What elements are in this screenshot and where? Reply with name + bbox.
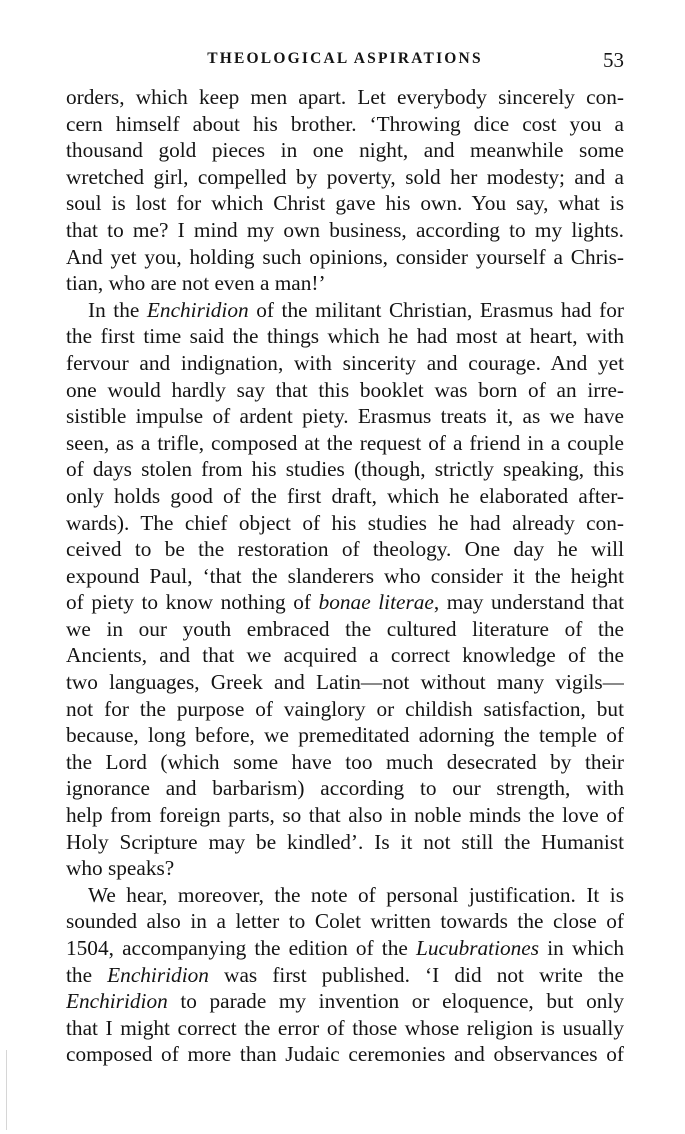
running-head <box>66 48 624 72</box>
italic-text: Lucubrationes <box>416 936 540 960</box>
text-segment: one would hardly say that this booklet was born of an irre- <box>66 377 624 402</box>
text-segment: thousand gold pieces in one night, and meanwhile some <box>66 138 624 163</box>
text-segment: composed of more than Judaic ceremonies and observances of <box>66 1042 624 1067</box>
text-segment: We hear, moreover, the note of personal justification. It is <box>88 882 624 907</box>
text-line <box>66 84 624 111</box>
text-line <box>66 882 624 909</box>
text-line <box>66 403 624 430</box>
text-segment: wretched girl, compelled by poverty, sold her modesty; and a <box>66 164 624 189</box>
text-line <box>66 669 624 696</box>
text-line <box>66 1015 624 1042</box>
text-segment: ignorance and barbarism) according to our strength, with <box>66 776 624 801</box>
text-segment: tian, who are not even a man!’ <box>66 271 326 296</box>
italic-text: Enchiridion <box>146 297 249 322</box>
text-segment: because, long before, we premeditated adorning the temple of <box>66 723 624 748</box>
text-segment: to parade my invention or eloquence, but only <box>167 989 624 1014</box>
text-segment: Ancients, and that we acquired a correct knowledge of the <box>66 643 624 668</box>
text-line <box>66 589 624 616</box>
text-line <box>66 111 624 138</box>
text-segment: fervour and indignation, with sincerity and courage. And yet <box>66 350 624 375</box>
text-line <box>66 962 624 989</box>
italic-text: bonae literae <box>318 590 434 615</box>
text-line <box>66 270 624 297</box>
text-line <box>66 190 624 217</box>
text-line <box>66 829 624 856</box>
text-line <box>66 297 624 324</box>
text-line <box>66 908 624 935</box>
text-line <box>66 802 624 829</box>
text-line <box>66 350 624 377</box>
text-line <box>66 696 624 723</box>
running-title: THEOLOGICAL ASPIRATIONS <box>207 50 483 67</box>
text-segment: soul is lost for which Christ gave his own. You say, what is <box>66 191 624 216</box>
text-segment: of the militant Christian, Erasmus had for <box>248 297 624 322</box>
text-line <box>66 377 624 404</box>
text-segment: In the <box>88 297 147 322</box>
text-segment: , may understand that <box>433 590 624 615</box>
text-segment: expound Paul, ‘that the slanderers who consider it the height <box>66 563 624 588</box>
text-segment: And yet you, holding such opinions, consider yourself a Chris- <box>66 244 624 269</box>
text-segment: of piety to know nothing of <box>66 590 319 615</box>
text-segment: the first time said the things which he had most at heart, with <box>66 324 624 349</box>
text-segment: ceived to be the restoration of theology. One day he will <box>66 537 624 562</box>
text-line <box>66 217 624 244</box>
text-segment: seen, as a trifle, composed at the request of a friend in a couple <box>66 430 624 455</box>
text-segment: 1504, accompanying the edition of the <box>66 936 416 960</box>
text-segment: we in our youth embraced the cultured literature of the <box>66 616 624 641</box>
text-segment: Holy Scripture may be kindled’. Is it not still the Humanist <box>66 829 624 854</box>
text-line <box>66 775 624 802</box>
text-line <box>66 616 624 643</box>
text-segment: wards). The chief object of his studies he had already con- <box>66 510 624 535</box>
gutter-rule <box>6 1050 7 1130</box>
text-segment: not for the purpose of vainglory or childish satisfaction, but <box>66 696 624 721</box>
text-segment: sounded also in a letter to Colet written towards the close of <box>66 909 624 934</box>
text-line <box>66 722 624 749</box>
text-segment: that to me? I mind my own business, according to my lights. <box>66 217 624 242</box>
text-line <box>66 164 624 191</box>
text-segment: orders, which keep men apart. Let everybody sincerely con- <box>66 85 624 109</box>
text-line <box>66 137 624 164</box>
italic-text: Enchiridion <box>107 962 209 987</box>
text-segment: cern himself about his brother. ‘Throwing dice cost you a <box>66 111 624 136</box>
text-line <box>66 855 624 882</box>
text-line <box>66 563 624 590</box>
page-number: 53 <box>603 48 624 72</box>
text-line <box>66 1041 624 1068</box>
text-segment: sistible impulse of ardent piety. Erasmus treats it, as we have <box>66 404 624 429</box>
text-segment: was first published. ‘I did not write the <box>208 962 624 987</box>
italic-text: Enchiridion <box>66 989 168 1014</box>
text-line <box>66 323 624 350</box>
text-line <box>66 749 624 776</box>
text-segment: two languages, Greek and Latin—not without many vigils— <box>66 670 624 695</box>
text-segment: of days stolen from his studies (though, strictly speaking, this <box>66 457 624 482</box>
text-segment: that I might correct the error of those whose religion is usually <box>66 1015 624 1040</box>
text-line <box>66 988 624 1015</box>
text-line <box>66 510 624 537</box>
text-segment: the <box>66 962 108 987</box>
text-line <box>66 244 624 271</box>
text-segment: in which <box>539 936 624 960</box>
text-segment: only holds good of the first draft, which he elaborated after- <box>66 483 624 508</box>
text-line <box>66 642 624 669</box>
text-line <box>66 483 624 510</box>
text-segment: who speaks? <box>66 856 175 881</box>
text-line <box>66 935 624 962</box>
text-line <box>66 456 624 483</box>
text-line <box>66 536 624 563</box>
body-text <box>66 84 624 1068</box>
text-segment: help from foreign parts, so that also in noble minds the love of <box>66 803 624 828</box>
text-segment: the Lord (which some have too much desecrated by their <box>66 749 624 774</box>
text-line <box>66 430 624 457</box>
